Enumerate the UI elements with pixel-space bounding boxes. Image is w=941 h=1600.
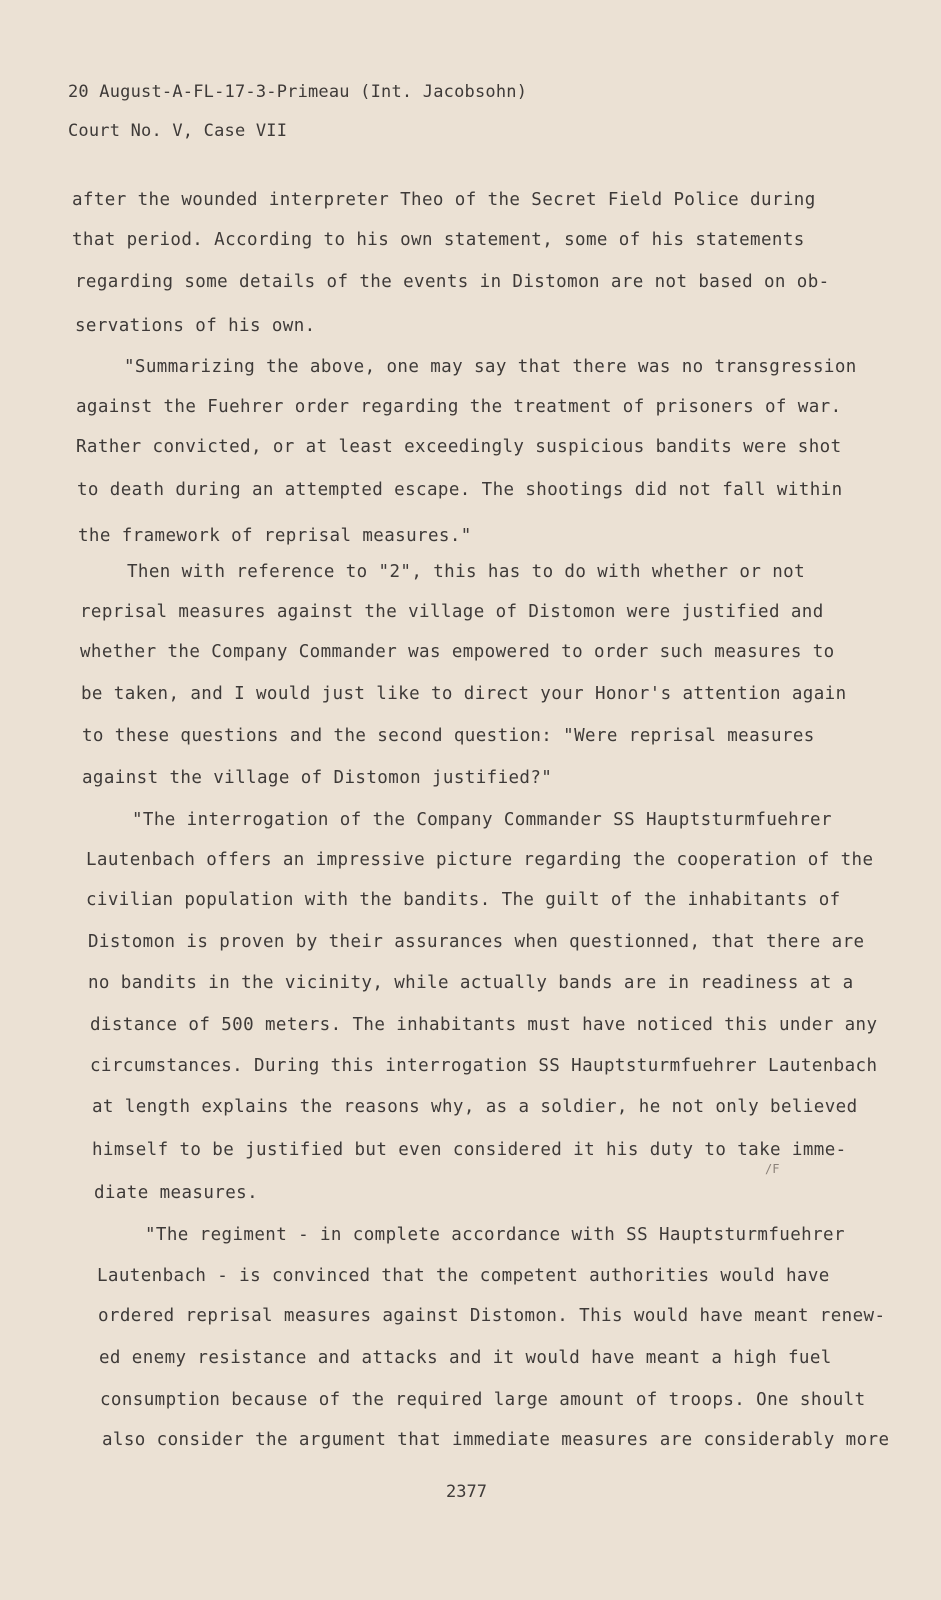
text-line: servations of his own. (75, 316, 316, 336)
text-line: whether the Company Commander was empowered to order such measures to (80, 642, 835, 662)
text-line: be taken, and I would just like to direct your Honor's attention again (81, 684, 847, 704)
text-line: that period. According to his own statement, some of his statements (72, 230, 805, 250)
text-line: also consider the argument that immediate measures are considerably more (102, 1430, 890, 1450)
text-line: "Summarizing the above, one may say that there was no transgression (124, 357, 857, 377)
text-line: himself to be justified but even considered it his duty to take imme- (92, 1140, 847, 1160)
text-line: at length explains the reasons why, as a soldier, he not only believed (92, 1097, 858, 1117)
margin-mark: /F (765, 1162, 780, 1176)
text-line: no bandits in the vicinity, while actually bands are in readiness at a (88, 973, 854, 993)
header-case-reference: 20 August-A-FL-17-3-Primeau (Int. Jacobsohn) (68, 82, 528, 102)
text-line: ordered reprisal measures against Distomon. This would have meant renew- (98, 1306, 886, 1326)
text-line: regarding some details of the events in Distomon are not based on ob- (75, 272, 830, 292)
text-line: circumstances. During this interrogation SS Hauptsturmfuehrer Lautenbach (90, 1056, 878, 1076)
text-line: the framework of reprisal measures." (78, 526, 472, 546)
text-line: consumption because of the required large amount of troops. One shoult (100, 1390, 866, 1410)
text-line: civilian population with the bandits. The guilt of the inhabitants of (86, 890, 841, 910)
header-court-case: Court No. V, Case VII (68, 121, 288, 141)
text-line: diate measures. (94, 1183, 259, 1203)
text-line: Distomon is proven by their assurances when questionned, that there are (88, 932, 865, 952)
text-line: Then with reference to "2", this has to do with whether or not (127, 562, 806, 582)
text-line: against the village of Distomon justified?" (82, 768, 553, 788)
text-line: against the Fuehrer order regarding the treatment of prisoners of war. (76, 397, 842, 417)
text-line: after the wounded interpreter Theo of the Secret Field Police during (72, 190, 816, 210)
text-line: Rather convicted, or at least exceedingly suspicious bandits were shot (76, 437, 842, 457)
text-line: distance of 500 meters. The inhabitants must have noticed this under any (90, 1015, 878, 1035)
text-line: Lautenbach - is convinced that the competent authorities would have (97, 1266, 830, 1286)
text-line: to these questions and the second question: "Were reprisal measures (82, 726, 815, 746)
text-line: to death during an attempted escape. The shootings did not fall within (77, 480, 843, 500)
page-number: 2377 (446, 1482, 487, 1502)
text-line: "The interrogation of the Company Commander SS Hauptsturmfuehrer (132, 810, 832, 830)
text-line: ed enemy resistance and attacks and it would have meant a high fuel (99, 1348, 832, 1368)
text-line: Lautenbach offers an impressive picture regarding the cooperation of the (86, 850, 874, 870)
text-line: "The regiment - in complete accordance with SS Hauptsturmfuehrer (145, 1225, 845, 1245)
text-line: reprisal measures against the village of Distomon were justified and (80, 602, 824, 622)
